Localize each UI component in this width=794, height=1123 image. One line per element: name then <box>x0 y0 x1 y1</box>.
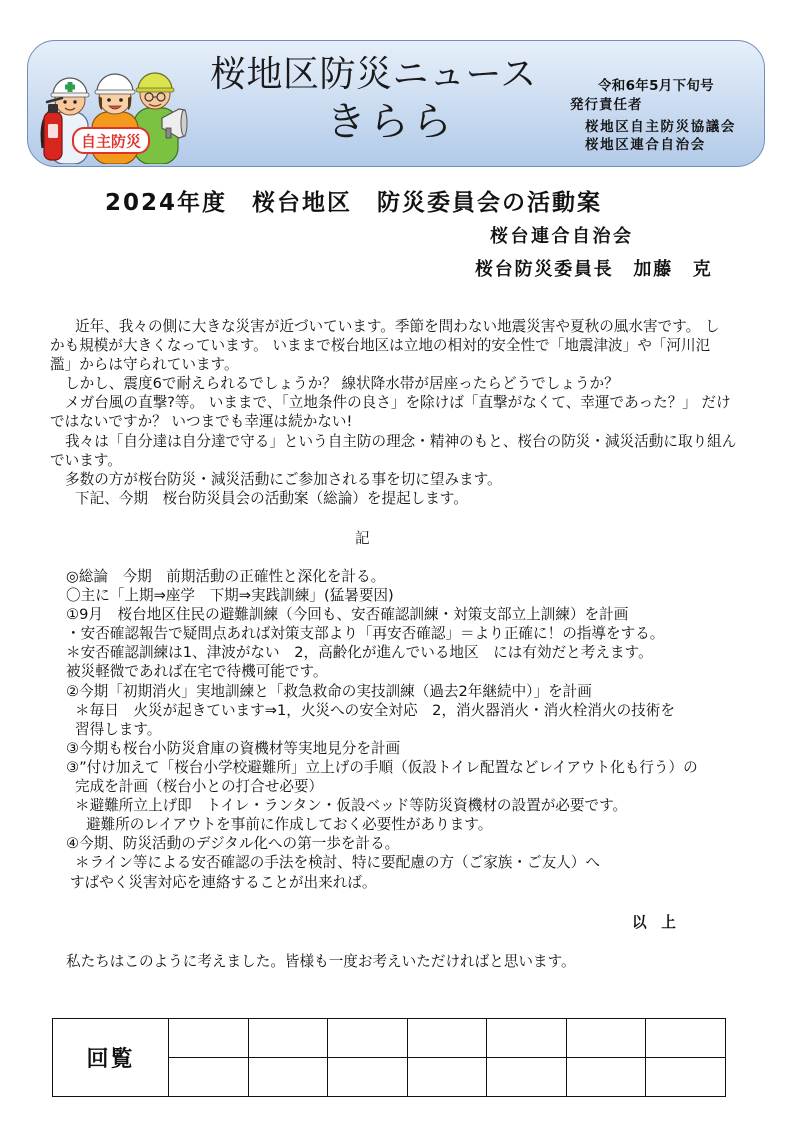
plan-line: ＊避難所立上げ即 トイレ・ランタン・仮設ベッド等防災資機材の設置が必要です。 <box>75 797 628 815</box>
jishubousai-badge <box>73 128 149 153</box>
header-illustration <box>38 52 188 164</box>
ki-mark: 記 <box>355 530 370 547</box>
circulation-stamp-cell <box>646 1058 726 1097</box>
intro-line: 多数の方が桜台防災・減災活動にご参加される事を切に望みます。 <box>65 470 502 488</box>
intro-line: メガ台風の直撃?等。 いままで、「立地条件の良さ」を除けば「直撃がなくて、幸運であった？」 だけ <box>65 394 731 412</box>
circulation-stamp-cell <box>407 1019 487 1058</box>
intro-line: しかし、震度6で耐えられるでしょうか？ 線状降水帯が居座ったらどうでしょうか？ <box>65 375 619 393</box>
intro-line: でいます。 <box>50 451 122 469</box>
badge-text: 自主防災 <box>80 132 142 151</box>
circulation-stamp-cell <box>169 1019 249 1058</box>
plan-line: 被災軽微であれば在宅で待機可能です。 <box>66 663 328 681</box>
plan-line: 完成を計画（桜台小との打合せ必要） <box>75 778 324 796</box>
newsletter-subtitle: きらら <box>326 99 455 145</box>
circulation-stamp-cell <box>646 1019 726 1058</box>
closing-mark: 以 上 <box>632 914 676 931</box>
circulation-stamp-cell <box>566 1019 646 1058</box>
circulation-table <box>52 1018 726 1097</box>
publisher-name: 桜地区自主防災協議会 <box>585 119 736 135</box>
plan-line: 習得します。 <box>75 720 162 738</box>
circulation-stamp-cell <box>328 1058 408 1097</box>
circulation-stamp-cell <box>407 1058 487 1097</box>
plan-section <box>0 567 794 892</box>
plan-line: すばやく災害対応を連絡することが出来れば。 <box>70 873 377 891</box>
author-name: 桜台防災委員長 加藤 克 <box>475 259 713 280</box>
circulation-stamp-cell <box>566 1058 646 1097</box>
publisher-label: 発行責任者 <box>570 97 643 113</box>
plan-line: 〇主に「上期⇒座学 下期⇒実践訓練」(猛暑要因) <box>66 587 394 605</box>
plan-line: ◎総論 今期 前期活動の正確性と深化を計る。 <box>66 568 386 585</box>
publisher-name: 桜地区連合自治会 <box>585 137 706 153</box>
intro-line: 近年、我々の側に大きな災害が近づいています。季節を問わない地震災害や夏秋の風水害です。 し <box>75 318 720 335</box>
plan-line: ④今期、防災活動のデジタル化への第一歩を計る。 <box>66 835 400 853</box>
article-title: 2024年度 桜台地区 防災委員会の活動案 <box>105 190 603 216</box>
plan-line: ③”付け加えて「桜台小学校避難所」立上げの手順（仮設トイレ配置などレイアウト化も行う）の <box>66 758 698 776</box>
circulation-stamp-cell <box>487 1019 567 1058</box>
plan-line: ②今期「初期消火」実地訓練と「救急救命の実技訓練（過去2年継続中）」を計画 <box>66 682 592 700</box>
intro-line: 我々は「自分達は自分達で守る」という自主防の理念・精神のもと、桜台の防災・減災活動に取り組ん <box>65 432 737 450</box>
circulation-stamp-cell <box>487 1058 567 1097</box>
plan-line: ＊毎日 火災が起きています⇒1，火災への安全対応 2，消火器消火・消火栓消火の技術を <box>75 701 675 719</box>
intro-line: 下記、今期 桜台防災員会の活動案（総論）を提起します。 <box>75 489 468 507</box>
plan-line: ＊ライン等による安否確認の手法を検討、特に要配慮の方（ご家族・ご友人）へ <box>75 854 600 872</box>
plan-line: 避難所のレイアウトを事前に作成しておく必要性があります。 <box>86 816 493 834</box>
intro-line: かも規模が大きくなっています。 いままで桜台地区は立地の相対的安全性で「地震津波」や「河川氾 <box>50 337 711 355</box>
intro-line: 濫」からは守られています。 <box>50 356 239 374</box>
circulation-stamp-cell <box>328 1019 408 1058</box>
circulation-stamp-cell <box>248 1058 328 1097</box>
circulation-stamp-cell <box>248 1019 328 1058</box>
circulation-label: 回覧 <box>53 1019 169 1097</box>
intro-line: ではないですか？ いつまでも幸運は続かない! <box>50 413 353 431</box>
plan-line: ＊安否確認訓練は1、津波がない 2，高齢化が進んでいる地区 には有効だと考えます。 <box>66 644 653 662</box>
plan-line: ③今期も桜台小防災倉庫の資機材等実地見分を計画 <box>66 739 401 757</box>
closing-message: 私たちはこのように考えました。皆様も一度お考えいただければと思います。 <box>66 953 576 970</box>
issue-date: 令和6年5月下旬号 <box>598 78 714 94</box>
author-organization: 桜台連合自治会 <box>490 226 634 247</box>
newsletter-title: 桜地区防災ニュース <box>210 54 537 95</box>
plan-line: ・安否確認報告で疑問点あれば対策支部より「再安否確認」＝より正確に！の指導をする。 <box>66 625 665 643</box>
circulation-stamp-cell <box>169 1058 249 1097</box>
intro-section <box>0 317 794 508</box>
plan-line: ①9月 桜台地区住民の避難訓練（今回も、安否確認訓練・対策支部立上訓練）を計画 <box>66 606 629 624</box>
